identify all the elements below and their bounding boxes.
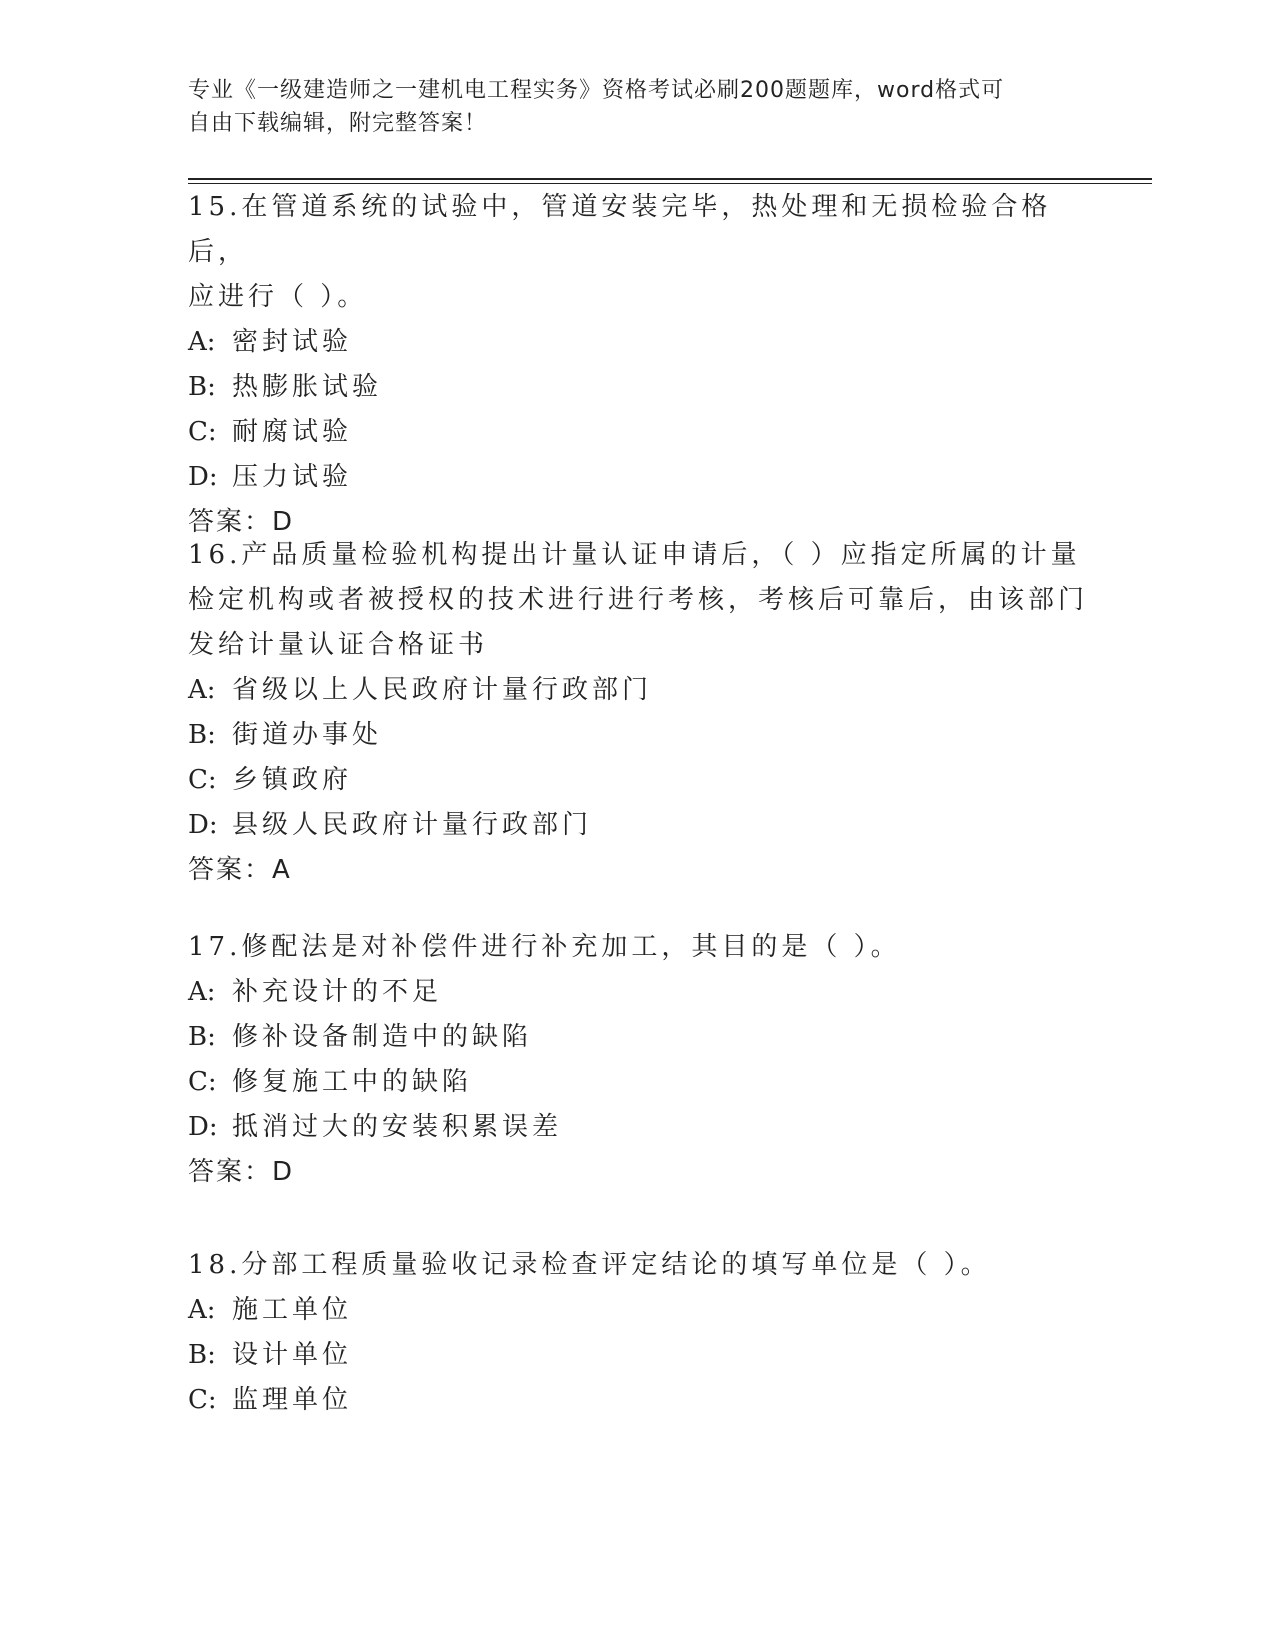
question-text-line: 17.修配法是对补偿件进行补充加工，其目的是（ ）。 xyxy=(188,932,901,962)
header-line-1: 专业《一级建造师之一建机电工程实务》资格考试必刷200题题库，word格式可 xyxy=(188,78,1005,103)
option-letter: A: xyxy=(188,675,216,705)
option-letter: A: xyxy=(188,1295,216,1325)
question-text-line: 18.分部工程质量验收记录检查评定结论的填写单位是（ ）。 xyxy=(188,1250,991,1280)
question-18 xyxy=(188,1243,1088,1423)
option-a xyxy=(188,668,1088,713)
option-c xyxy=(188,1060,1088,1105)
document-header xyxy=(188,74,1088,140)
option-letter: A: xyxy=(188,327,216,357)
option-d xyxy=(188,455,1088,500)
question-text-line: 应进行（ ）。 xyxy=(188,282,368,312)
header-divider-thin xyxy=(188,183,1152,184)
option-letter: C: xyxy=(188,1385,217,1415)
option-letter: B: xyxy=(188,1022,216,1052)
question-15 xyxy=(188,185,1088,545)
answer-line: 答案：A xyxy=(188,855,292,885)
option-letter: C: xyxy=(188,417,217,447)
option-text: 耐腐试验 xyxy=(232,417,353,447)
option-text: 补充设计的不足 xyxy=(232,977,443,1007)
option-b xyxy=(188,713,1088,758)
question-text-line: 15.在管道系统的试验中，管道安装完毕，热处理和无损检验合格后， xyxy=(188,192,1052,267)
option-text: 监理单位 xyxy=(232,1385,353,1415)
option-text: 乡镇政府 xyxy=(232,765,353,795)
option-letter: A: xyxy=(188,977,216,1007)
option-letter: D: xyxy=(188,810,218,840)
question-text-line: 16.产品质量检验机构提出计量认证申请后，（ ）应指定所属的计量 xyxy=(188,540,1081,570)
option-text: 设计单位 xyxy=(232,1340,353,1370)
option-letter: D: xyxy=(188,462,218,492)
option-text: 压力试验 xyxy=(232,462,353,492)
question-16 xyxy=(188,533,1088,893)
option-text: 密封试验 xyxy=(232,327,353,357)
option-letter: C: xyxy=(188,1067,217,1097)
question-17 xyxy=(188,925,1088,1195)
answer-line: 答案：D xyxy=(188,507,295,537)
answer-line: 答案：D xyxy=(188,1157,295,1187)
option-d xyxy=(188,1105,1088,1150)
option-a xyxy=(188,970,1088,1015)
option-letter: B: xyxy=(188,372,216,402)
option-c xyxy=(188,758,1088,803)
option-letter: D: xyxy=(188,1112,218,1142)
option-letter: C: xyxy=(188,765,217,795)
header-line-2: 自由下载编辑，附完整答案！ xyxy=(188,111,488,136)
option-text: 热膨胀试验 xyxy=(232,372,383,402)
option-text: 省级以上人民政府计量行政部门 xyxy=(232,675,653,705)
option-c xyxy=(188,1378,1088,1423)
option-text: 修补设备制造中的缺陷 xyxy=(232,1022,533,1052)
option-text: 街道办事处 xyxy=(232,720,383,750)
option-b xyxy=(188,365,1088,410)
option-text: 施工单位 xyxy=(232,1295,353,1325)
header-divider-thick xyxy=(188,178,1152,180)
option-a xyxy=(188,1288,1088,1333)
option-d xyxy=(188,803,1088,848)
question-text-line: 发给计量认证合格证书 xyxy=(188,630,489,660)
option-b xyxy=(188,1015,1088,1060)
option-text: 修复施工中的缺陷 xyxy=(232,1067,473,1097)
option-letter: B: xyxy=(188,720,216,750)
option-a xyxy=(188,320,1088,365)
option-c xyxy=(188,410,1088,455)
question-text-line: 检定机构或者被授权的技术进行进行考核，考核后可靠后，由该部门 xyxy=(188,585,1089,615)
option-b xyxy=(188,1333,1088,1378)
option-text: 县级人民政府计量行政部门 xyxy=(232,810,593,840)
option-letter: B: xyxy=(188,1340,216,1370)
option-text: 抵消过大的安装积累误差 xyxy=(232,1112,563,1142)
